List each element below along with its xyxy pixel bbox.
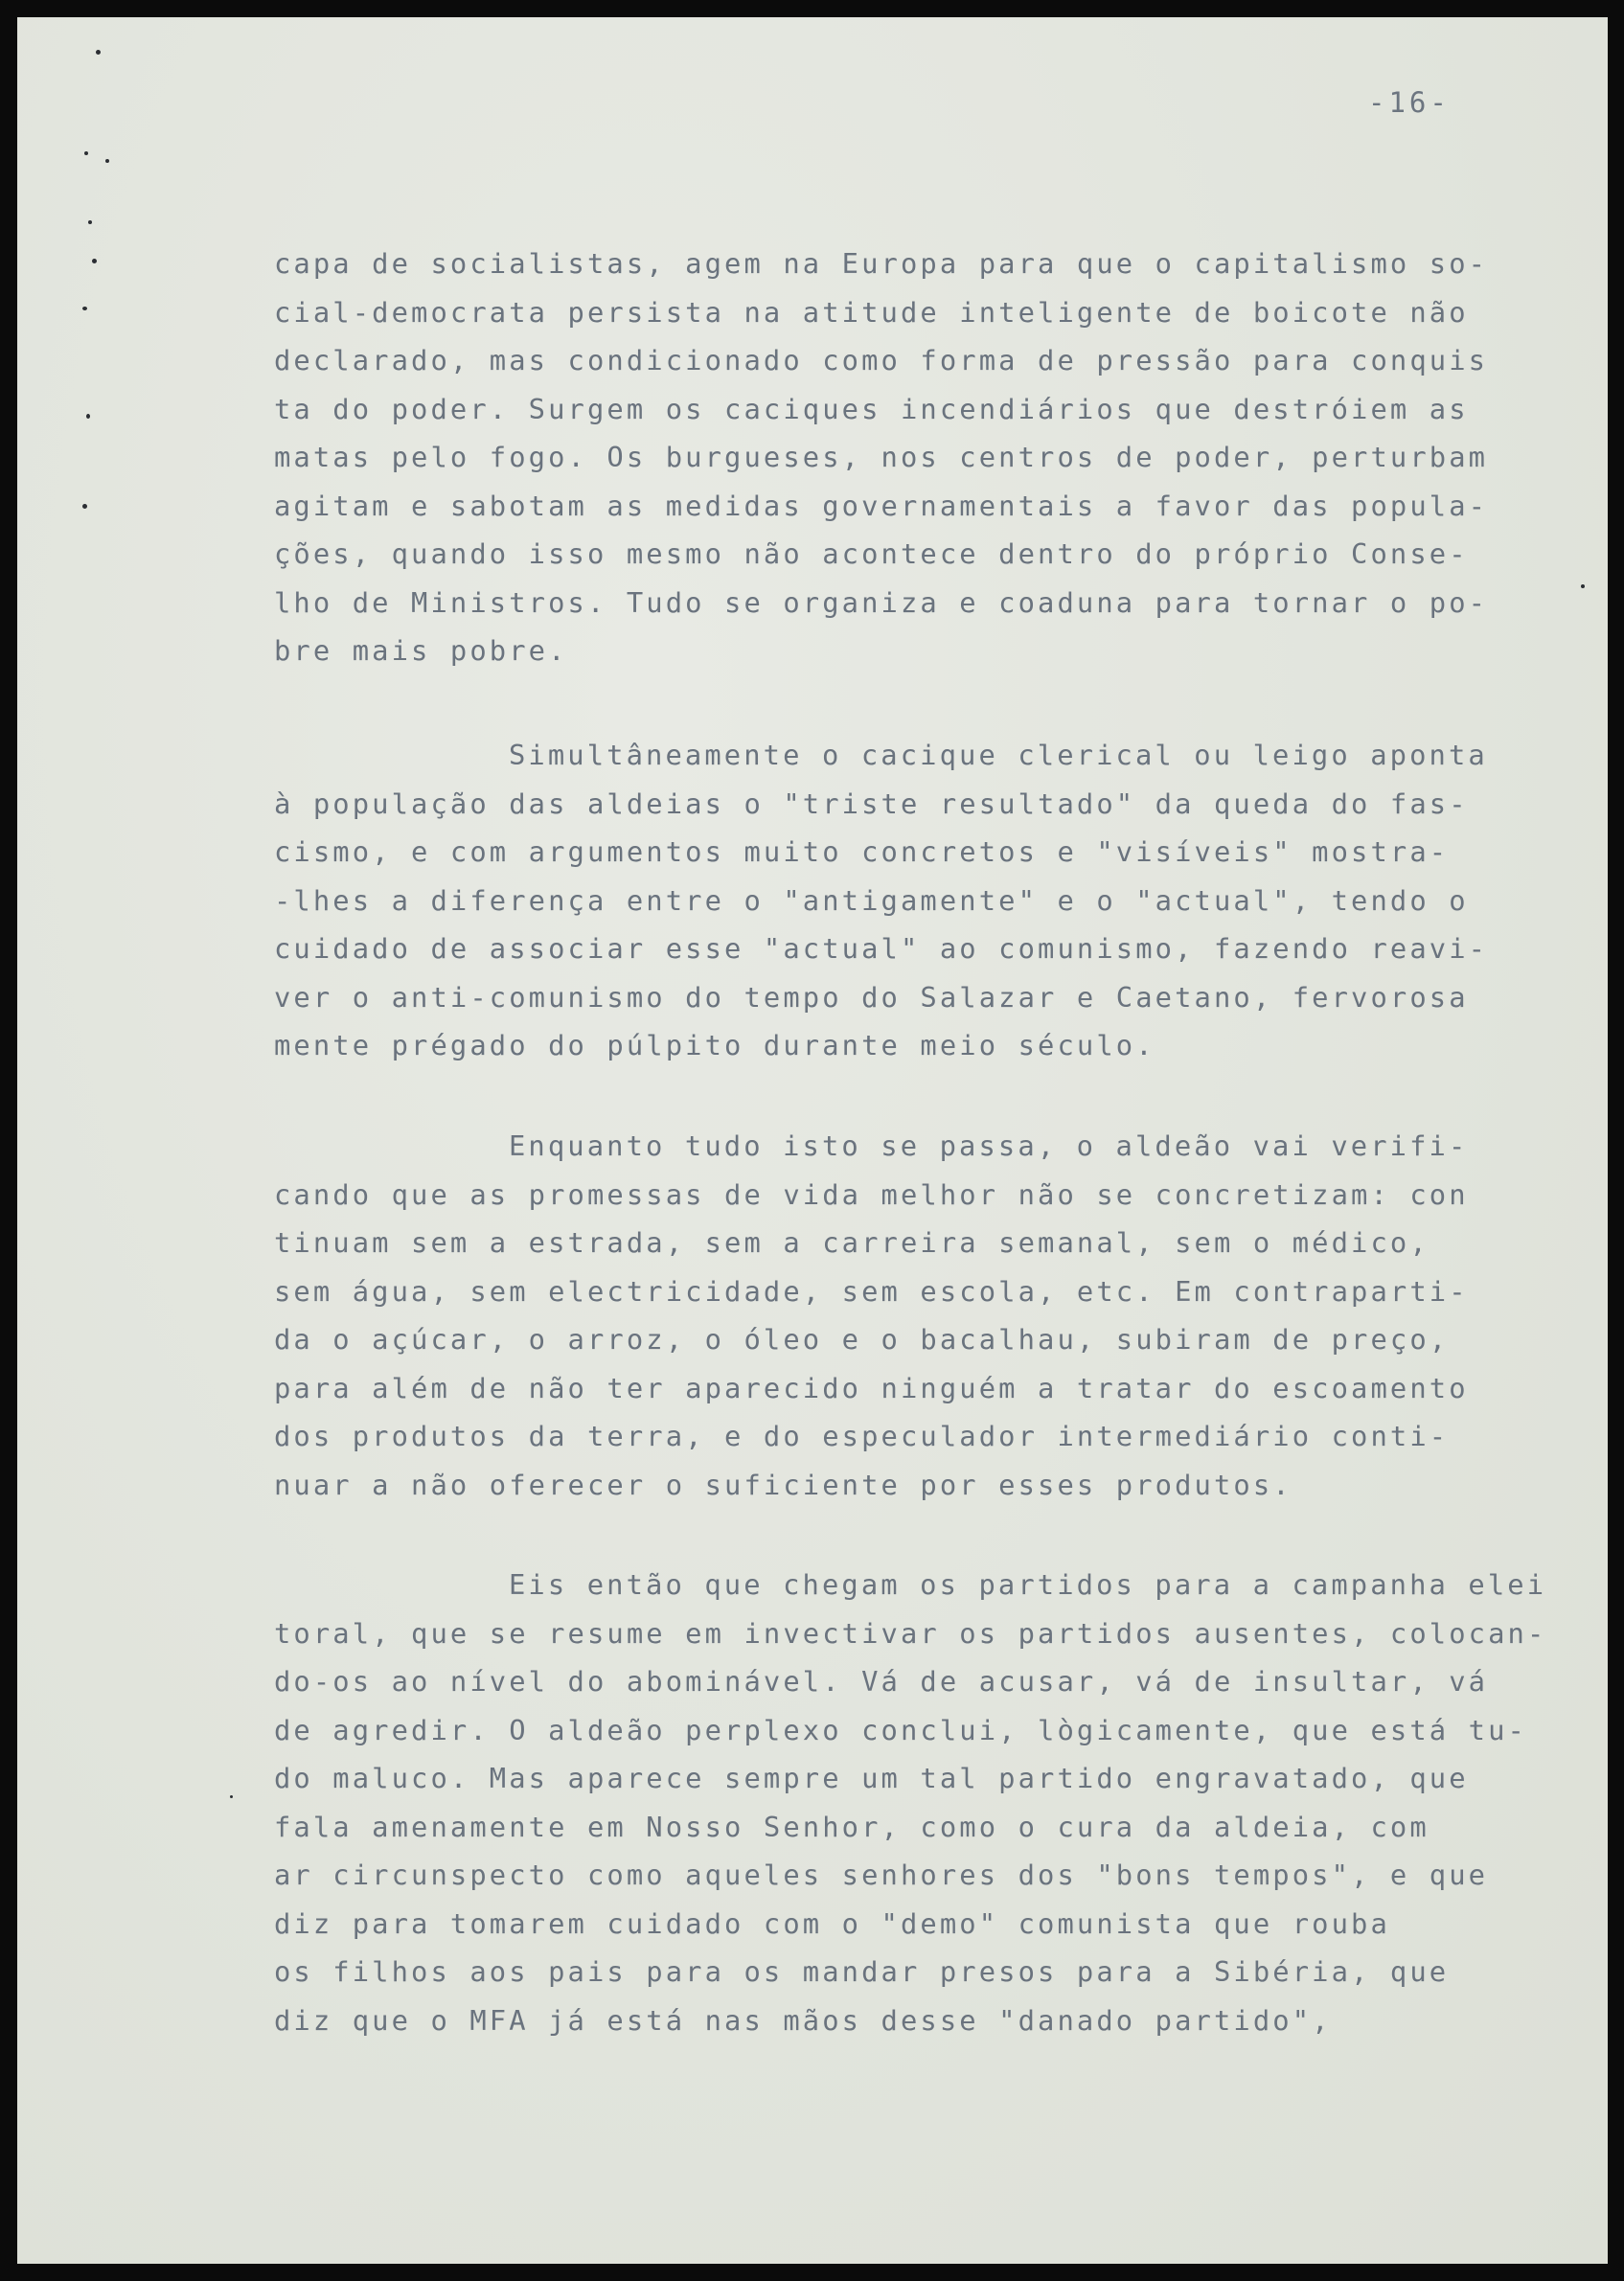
text-line: bre mais pobre.	[274, 634, 568, 667]
text-line: Simultâneamente o cacique clerical ou leigo aponta	[509, 739, 1488, 771]
paragraph-4	[274, 1561, 1546, 2044]
text-line: à população das aldeias o "triste resultado" da queda do fas-	[274, 787, 1469, 820]
margin-speck	[84, 151, 88, 155]
text-line: ar circunspecto como aqueles senhores dos "bons tempos", e que	[274, 1859, 1489, 1891]
text-line: dos produtos da terra, e do especulador intermediário conti-	[274, 1420, 1450, 1452]
text-line: para além de não ter aparecido ninguém a tratar do escoamento	[274, 1371, 1469, 1404]
paragraph-2	[274, 731, 1488, 1070]
margin-speck	[86, 414, 90, 419]
page-number: -16-	[1368, 86, 1451, 119]
text-line: cuidado de associar esse "actual" ao comunismo, fazendo reavi-	[274, 932, 1489, 965]
text-line: do maluco. Mas aparece sempre um tal partido engravatado, que	[274, 1762, 1469, 1794]
text-line: Enquanto tudo isto se passa, o aldeão vai verifi-	[509, 1129, 1469, 1162]
text-line: declarado, mas condicionado como forma de pressão para conquis	[274, 344, 1489, 376]
margin-speck	[105, 159, 109, 163]
text-line: matas pelo fogo. Os burgueses, nos centros de poder, perturbam	[274, 441, 1489, 473]
margin-speck	[82, 504, 87, 509]
text-line: cando que as promessas de vida melhor não se concretizam: con	[274, 1177, 1469, 1211]
text-line: agitam e sabotam as medidas governamentais a favor das popula-	[274, 489, 1489, 522]
text-line: lho de Ministros. Tudo se organiza e coaduna para tornar o po-	[274, 585, 1489, 619]
margin-speck	[82, 307, 87, 310]
text-line: capa de socialistas, agem na Europa para que o capitalismo so-	[274, 247, 1489, 280]
text-line: tinuam sem a estrada, sem a carreira semanal, sem o médico,	[274, 1226, 1430, 1259]
text-line: Eis então que chegam os partidos para a campanha elei	[509, 1568, 1547, 1601]
text-line: ver o anti-comunismo do tempo do Salazar e Caetano, fervorosa	[274, 980, 1469, 1014]
document-page	[17, 17, 1608, 2264]
text-line: ta do poder. Surgem os caciques incendiários que destróiem as	[274, 392, 1469, 425]
text-line: fala amenamente em Nosso Senhor, como o cura da aldeia, com	[274, 1810, 1430, 1843]
margin-speck	[92, 259, 97, 263]
text-line: do-os ao nível do abominável. Vá de acusar, vá de insultar, vá	[274, 1665, 1489, 1698]
text-line: de agredir. O aldeão perplexo conclui, lògicamente, que está tu-	[274, 1713, 1527, 1746]
text-line: -lhes a diferença entre o "antigamente" e o "actual", tendo o	[274, 883, 1469, 917]
text-line: mente prégado do púlpito durante meio século.	[274, 1029, 1155, 1061]
text-line: cial-democrata persista na atitude inteligente de boicote não	[274, 295, 1469, 329]
text-line: ções, quando isso mesmo não acontece dentro do próprio Conse-	[274, 537, 1469, 570]
text-line: toral, que se resume em invectivar os partidos ausentes, colocan-	[274, 1616, 1547, 1650]
text-line: sem água, sem electricidade, sem escola, etc. Em contraparti-	[274, 1274, 1469, 1308]
text-line: da o açúcar, o arroz, o óleo e o bacalhau, subiram de preço,	[274, 1323, 1450, 1356]
text-line: diz para tomarem cuidado com o "demo" comunista que rouba	[274, 1906, 1390, 1940]
margin-speck	[88, 220, 92, 224]
margin-speck	[96, 50, 101, 55]
text-line: diz que o MFA já está nas mãos desse "danado partido",	[274, 2003, 1332, 2037]
margin-speck	[1581, 584, 1585, 588]
text-line: cismo, e com argumentos muito concretos e "visíveis" mostra-	[274, 835, 1450, 868]
margin-speck	[230, 1795, 233, 1798]
text-line: os filhos aos pais para os mandar presos para a Sibéria, que	[274, 1955, 1450, 1988]
paragraph-3	[274, 1122, 1469, 1509]
paragraph-1	[274, 240, 1488, 675]
text-line: nuar a não oferecer o suficiente por esses produtos.	[274, 1468, 1292, 1501]
